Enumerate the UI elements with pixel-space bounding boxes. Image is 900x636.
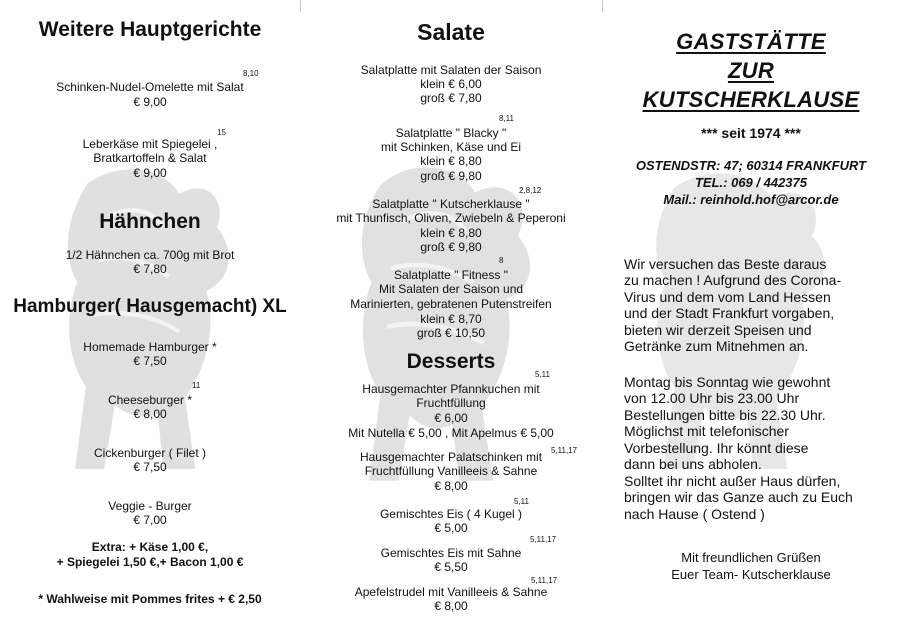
dessert-name: Hausgemachter Pfannkuchen mit [362, 382, 540, 396]
allergen-note: 5,11,17 [531, 576, 558, 585]
dish-price: € 8,00 [133, 407, 167, 421]
restaurant-name-line2: ZUR [727, 58, 775, 83]
dish-name: Veggie - Burger [108, 499, 192, 513]
allergen-note: 5,11 [514, 497, 529, 506]
phone: TEL.: 069 / 442375 [694, 175, 807, 190]
menu-panel-salads-desserts [300, 0, 602, 636]
notice-line: und der Stadt Frankfurt vorgaben, [624, 305, 835, 321]
section-title-main-dishes: Weitere Hauptgerichte [38, 18, 262, 41]
fries-note: * Wahlweise mit Pommes frites + € 2,50 [38, 592, 262, 606]
section-title-chicken: Hähnchen [99, 210, 201, 233]
hours-line: Vorbestellung. Ihr könnt diese [624, 440, 809, 456]
dessert-description: Fruchtfüllung Vanilleeis & Sahne [364, 464, 538, 478]
hours-line: von 12.00 Uhr bis 23.00 Uhr [624, 390, 800, 406]
salad-price-small: klein € 8,80 [420, 154, 482, 168]
allergen-note: 5,11,17 [530, 535, 557, 544]
dessert-name: Gemischtes Eis mit Sahne [380, 546, 522, 560]
dish-name: Cickenburger ( Filet ) [93, 446, 207, 460]
extras-line: Extra: + Käse 1,00 €, [91, 540, 209, 554]
hours-line: Möglichst mit telefonischer [624, 423, 789, 439]
allergen-note: 5,11 [535, 370, 550, 379]
hours-line: bringen wir das Ganze auch zu Euch [624, 489, 853, 505]
restaurant-name-line1: GASTSTÄTTE [676, 29, 826, 54]
notice-line: Wir versuchen das Beste daraus [624, 256, 827, 272]
dessert-price: € 8,00 [434, 479, 468, 493]
dessert-price: € 8,00 [434, 599, 468, 613]
notice-line: Virus und dem vom Land Hessen [624, 289, 831, 305]
allergen-note: 5,11,17 [551, 446, 578, 455]
salad-description: mit Thunfisch, Oliven, Zwiebeln & Peperoni [336, 211, 566, 225]
dish-name: Homemade Hamburger * [83, 340, 217, 354]
dish-price: € 7,00 [133, 513, 167, 527]
salad-description: Mit Salaten der Saison und [378, 282, 524, 296]
salad-price-large: groß € 7,80 [420, 91, 482, 105]
dish-price: € 7,50 [133, 354, 167, 368]
menu-panel-main-dishes [0, 0, 300, 636]
allergen-note: 8 [499, 256, 504, 265]
section-title-desserts: Desserts [406, 350, 496, 373]
salad-description: mit Schinken, Käse und Ei [380, 140, 522, 154]
dish-name: 1/2 Hähnchen ca. 700g mit Brot [65, 248, 235, 262]
dish-name: Cheeseburger * [107, 393, 193, 407]
dessert-price: € 5,50 [434, 560, 468, 574]
dessert-extras: Mit Nutella € 5,00 , Mit Apelmus € 5,00 [348, 426, 554, 440]
salad-name: Salatplatte " Kutscherklause " [372, 197, 530, 211]
dessert-name: Apefelstrudel mit Vanilleeis & Sahne [354, 585, 548, 599]
hours-line: Montag bis Sonntag wie gewohnt [624, 374, 831, 390]
notice-line: zu machen ! Aufgrund des Corona- [624, 272, 842, 288]
salad-description: Marinierten, gebratenen Putenstreifen [350, 297, 552, 311]
since-year: *** seit 1974 *** [701, 125, 801, 141]
salad-price-small: klein € 6,00 [420, 77, 482, 91]
salad-name: Salatplatte " Fitness " [394, 268, 508, 282]
dessert-name: Gemischtes Eis ( 4 Kugel ) [379, 507, 523, 521]
address: OSTENDSTR: 47; 60314 FRANKFURT [635, 158, 867, 173]
salad-price-large: groß € 9,80 [420, 240, 482, 254]
allergen-note: 11 [192, 381, 201, 390]
salad-name: Salatplatte mit Salaten der Saison [360, 63, 542, 77]
dessert-description: Fruchtfüllung [416, 396, 486, 410]
info-panel [602, 0, 900, 636]
hours-line: dann bei uns abholen. [624, 456, 762, 472]
restaurant-name-line3: KUTSCHERKLAUSE [642, 87, 860, 112]
dish-price: € 7,50 [133, 460, 167, 474]
section-title-burger: Hamburger( Hausgemacht) XL [13, 296, 287, 317]
dish-description: Bratkartoffeln & Salat [93, 151, 207, 165]
allergen-note: 2,8,12 [519, 186, 542, 195]
dish-price: € 9,00 [133, 166, 167, 180]
dessert-name: Hausgemachter Palatschinken mit [359, 450, 543, 464]
dish-price: € 7,80 [133, 262, 167, 276]
dish-name: Schinken-Nudel-Omelette mit Salat [56, 80, 244, 94]
email: Mail.: reinhold.hof@arcor.de [663, 192, 839, 207]
extras-line: + Spiegelei 1,50 €,+ Bacon 1,00 € [56, 555, 244, 569]
hours-line: Bestellungen bitte bis 22.30 Uhr. [624, 407, 826, 423]
notice-line: bieten wir derzeit Speisen und [624, 322, 812, 338]
salad-price-large: groß € 10,50 [416, 326, 486, 340]
notice-line: Getränke zum Mitnehmen an. [624, 338, 809, 354]
dish-name: Leberkäse mit Spiegelei , [82, 137, 218, 151]
hours-line: Solltet ihr nicht außer Haus dürfen, [624, 473, 841, 489]
allergen-note: 15 [217, 128, 226, 137]
dessert-price: € 6,00 [434, 411, 468, 425]
dish-price: € 9,00 [133, 95, 167, 109]
salad-name: Salatplatte " Blacky " [395, 126, 507, 140]
salad-price-small: klein € 8,70 [420, 312, 482, 326]
greeting-signature: Euer Team- Kutscherklause [671, 567, 831, 582]
section-title-salads: Salate [417, 19, 485, 45]
allergen-note: 8,11 [499, 114, 514, 123]
allergen-note: 8,10 [243, 69, 259, 78]
hours-line: nach Hause ( Ostend ) [624, 506, 765, 522]
dessert-price: € 5,00 [434, 521, 468, 535]
salad-price-large: groß € 9,80 [420, 169, 482, 183]
salad-price-small: klein € 8,80 [420, 226, 482, 240]
greeting-line: Mit freundlichen Grüßen [681, 550, 821, 565]
